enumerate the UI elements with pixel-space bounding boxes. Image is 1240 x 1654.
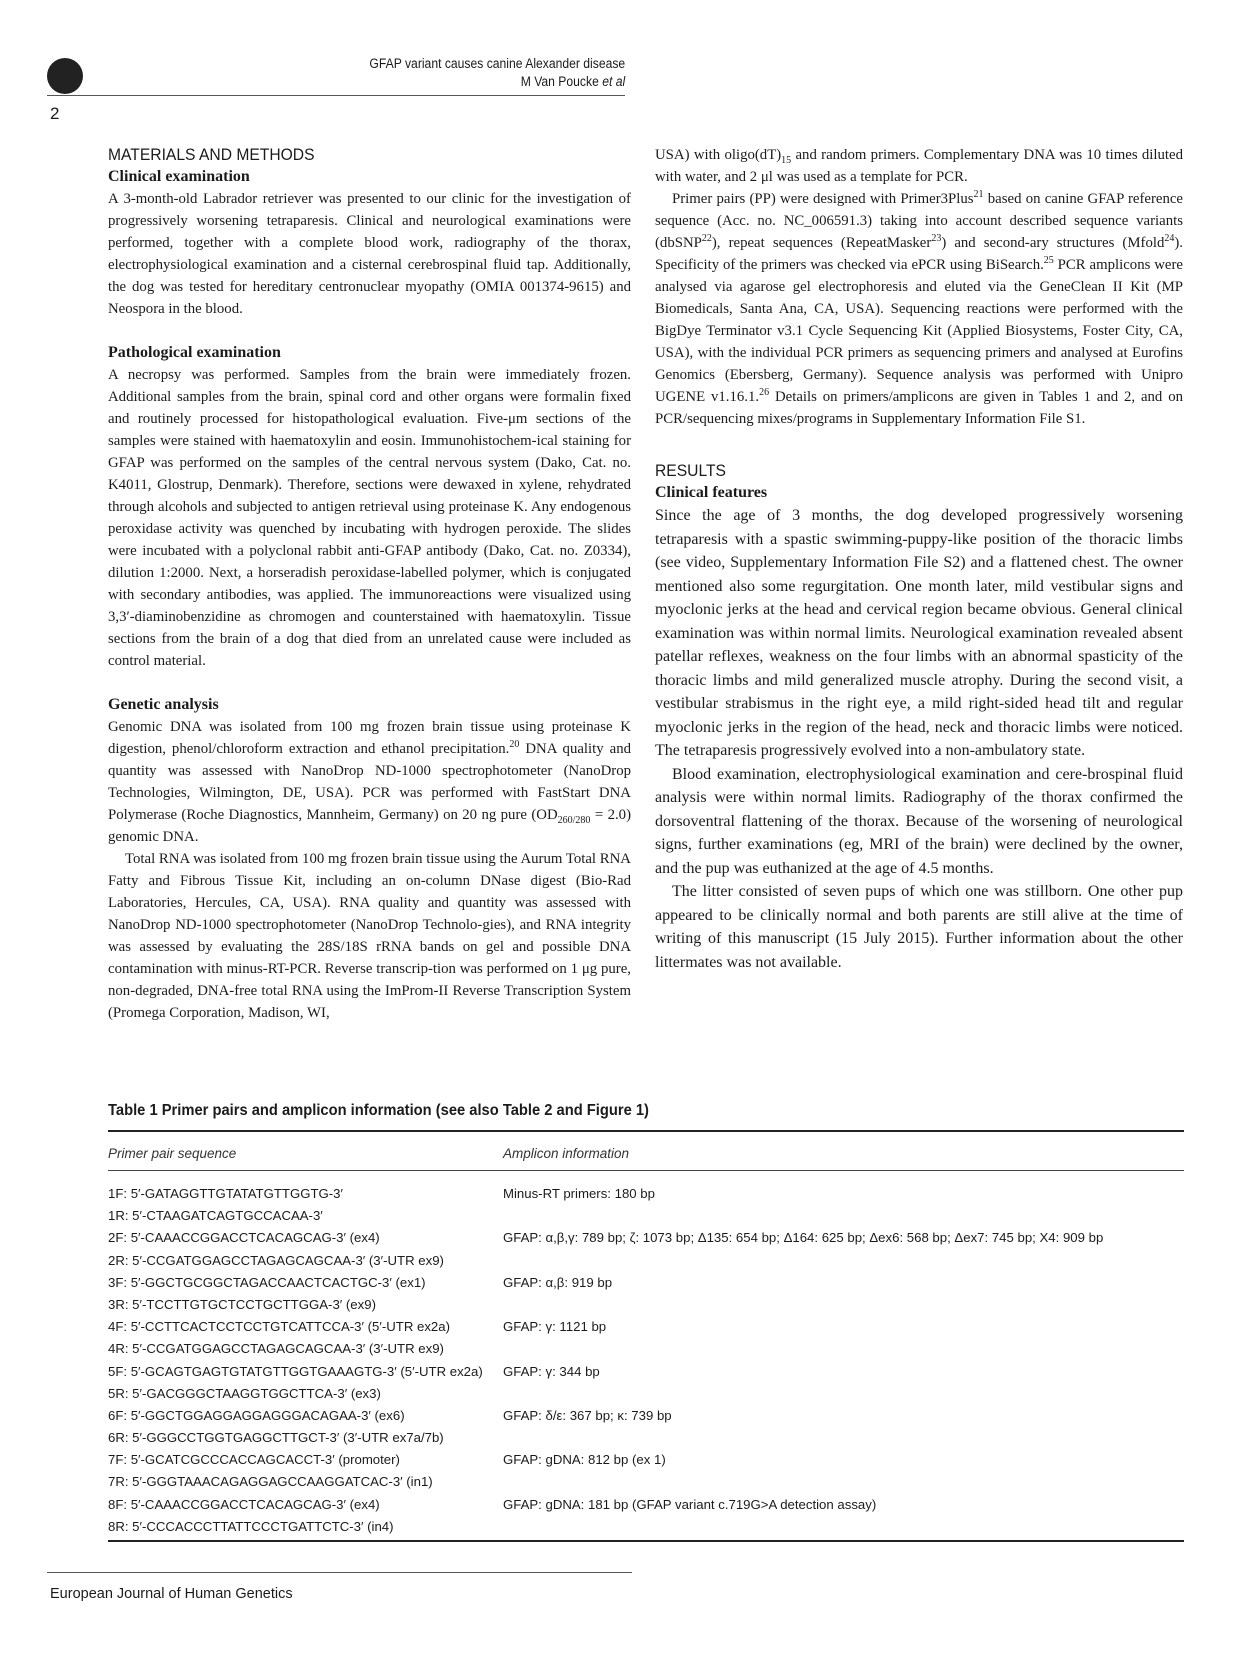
section-title-materials-methods: MATERIALS AND METHODS — [108, 145, 315, 164]
table-row — [108, 1205, 1184, 1227]
table-row — [108, 1183, 1184, 1205]
paragraph-cdna-continued: USA) with $oligo(dT)_{15}$ and random primers. Complementary DNA was 10 times diluted with water, and 2 μl was used as a template for PCR. — [655, 147, 1183, 185]
amplicon-info-cell — [503, 1294, 1184, 1316]
table-header-rule — [108, 1170, 1184, 1171]
running-header — [369, 55, 625, 91]
section-title-results: RESULTS — [655, 461, 726, 480]
primer-sequence-cell: 6F: 5′-GGCTGGAGGAGGAGGGACAGAA-3′ (ex6) — [108, 1407, 405, 1423]
table-header-primer: Primer pair sequence — [108, 1146, 237, 1161]
table-header-amplicon: Amplicon information — [503, 1146, 630, 1161]
primer-sequence-cell: 4F: 5′-CCTTCACTCCTCCTGTCATTCCA-3′ (5′-UTR ex2a) — [108, 1319, 450, 1335]
paragraph-clinical-features: Since the age of 3 months, the dog developed progressively worsening tetraparesis with a spastic swimming-puppy-like position of the thoracic limbs (see video, Supplementary Information File S2) and a flattened chest. The owner mentioned also some regurgitation. One month later, mild vestibular signs and myoclonic jerks at the head and cervical region became obvious. General clinical examination was within normal limits. Neurological examination revealed absent patellar reflexes, weakness on the four limbs with an abnormal spasticity of the thoracic limbs and mild generalized muscle atrophy. During the second visit, a vestibular strabismus in the right eye, a mild right-sided head tilt and regular myoclonic jerks in the region of the head, neck and thoracic limbs were noticed. The tetraparesis progressively evolved into a non-ambulatory state. — [655, 507, 1183, 759]
primer-sequence-cell: 6R: 5′-GGGCCTGGTGAGGCTTGCT-3′ (3′-UTR ex7a/7b) — [108, 1430, 444, 1446]
primer-sequence-cell: 2R: 5′-CCGATGGAGCCTAGAGCAGCAA-3′ (3′-UTR ex9) — [108, 1252, 444, 1268]
primer-sequence-cell: 3F: 5′-GGCTGCGGCTAGACCAACTCACTGC-3′ (ex1) — [108, 1274, 426, 1290]
amplicon-info-cell: GFAP: α,β: 919 bp — [503, 1274, 613, 1290]
primer-sequence-cell: 8R: 5′-CCCACCCTTATTCCCTGATTCTC-3′ (in4) — [108, 1518, 394, 1534]
paragraph-pathological-examination: A necropsy was performed. Samples from the brain were immediately frozen. Additional samples from the brain, spinal cord and other organs were formalin fixed and routinely processed for histopathological evaluation. Five-μm sections of the samples were stained with haematoxylin and eosin. Immunohistochem-ical staining for GFAP was performed on the samples of the central nervous system (Dako, Cat. no. K4011, Glostrup, Denmark). Therefore, sections were dewaxed in xylene, rehydrated through alcohols and subjected to antigen retrieval using proteinase K. Any endogenous peroxidase activity was quenched by incubating with hydrogen peroxide. The slides were incubated with a polyclonal rabbit anti-GFAP antibody (Dako, Cat. no. Z0334), dilution 1:2000. Next, a horseradish peroxidase-labelled polymer, which is conjugated with secondary antibodies, was applied. The immunoreactions were visualized using 3,3′-diaminobenzidine as chromogen and counterstained with haematoxylin. Tissue sections from the brain of a dog that died from an unrelated cause were included as control material. — [108, 367, 631, 669]
amplicon-info-cell — [503, 1427, 1184, 1449]
paragraph-blood-examination: Blood examination, electrophysiological examination and cere-brospinal fluid analysis were within normal limits. Radiography of the thorax confirmed the dorsoventral flattening of the thorax. Because of the worsening of neurological signs, further examinations (eg, MRI of the brain) were declined by the owner, and the pup was euthanized at the age of 4.5 months. — [655, 765, 1183, 877]
table-title: Table 1 Primer pairs and amplicon information (see also Table 2 and Figure 1) — [108, 1102, 649, 1119]
table-row — [108, 1227, 1184, 1249]
table-bottom-rule — [108, 1540, 1184, 1542]
amplicon-info-cell: Minus-RT primers: 180 bp — [503, 1186, 655, 1201]
amplicon-info-cell: GFAP: α,β,γ: 789 bp; ζ: 1073 bp; Δ135: 654 bp; Δ164: 625 bp; Δex6: 568 bp; Δex7: 745 bp; X4: 909 bp — [503, 1230, 1104, 1246]
amplicon-info-cell: GFAP: gDNA: 812 bp (ex 1) — [503, 1452, 666, 1468]
amplicon-info-cell — [503, 1471, 1184, 1493]
table-row — [108, 1516, 1184, 1538]
table-row — [108, 1361, 1184, 1383]
amplicon-info-cell — [503, 1383, 1184, 1405]
table-row — [108, 1294, 1184, 1316]
primer-sequence-cell: 1F: 5′-GATAGGTTGTATATGTTGGTG-3′ — [108, 1186, 343, 1201]
primer-sequence-cell: 5R: 5′-GACGGGCTAAGGTGGCTTCA-3′ (ex3) — [108, 1385, 381, 1401]
paragraph-clinical-examination: A 3-month-old Labrador retriever was presented to our clinic for the investigation of progressively worsening tetraparesis. Clinical and neurological examinations were performed, together with a complete blood work, radiography of the thorax, electrophysiological examination and a cisternal cerebrospinal fluid tap. Additionally, the dog was tested for hereditary centronuclear myopathy (OMIA 001374-9615) and Neospora in the blood. — [108, 191, 631, 317]
amplicon-info-cell: GFAP: gDNA: 181 bp (GFAP variant c.719G>A detection assay) — [503, 1496, 877, 1512]
subsection-title-genetic-analysis: Genetic analysis — [108, 696, 219, 713]
amplicon-info-cell: GFAP: γ: 344 bp — [503, 1363, 600, 1379]
primer-sequence-cell: 7R: 5′-GGGTAAACAGAGGAGCCAAGGATCAC-3′ (in1) — [108, 1474, 433, 1490]
paragraph-litter: The litter consisted of seven pups of which one was stillborn. One other pup appeared to be clinically normal and both parents are still alive at the time of writing of this manuscript (15 July 2015). Further information about the other littermates was not available. — [655, 883, 1183, 971]
table-row — [108, 1471, 1184, 1493]
running-authors: M Van Poucke et al — [520, 74, 625, 89]
amplicon-info-cell: GFAP: δ/ε: 367 bp; κ: 739 bp — [503, 1407, 672, 1423]
table-row — [108, 1250, 1184, 1272]
table-row — [108, 1338, 1184, 1360]
paragraph-primer-pairs: Primer pairs (PP) were designed with Primer3Plus$^{21}$ based on canine GFAP reference sequence (Acc. no. NC_006591.3) taking into account described sequence variants (dbSNP$^{22}$), repeat sequences (RepeatMasker$^{23}$) and second-ary structures (Mfold$^{24}$). Specificity of the primers was checked via ePCR using BiSearch.$^{25}$ PCR amplicons were analysed via agarose gel electrophoresis and eluted via the GeneClean II Kit (MP Biomedicals, Santa Ana, CA, USA). Sequencing reactions were performed with the BigDye Terminator v3.1 Cycle Sequencing Kit (Applied Biosystems, Foster City, CA, USA), with the individual PCR primers as sequencing primers and analysed at Eurofins Genomics (Ebersberg, Germany). Sequence analysis was performed with Unipro UGENE v1.16.1.26 Details on primers/amplicons are given in Tables 1 and 2, and on PCR/sequencing mixes/programs in Supplementary Information File S1. — [655, 189, 1183, 427]
publisher-logo — [47, 58, 83, 94]
subsection-title-clinical-features: Clinical features — [655, 484, 768, 501]
table-row — [108, 1316, 1184, 1338]
amplicon-info-cell — [503, 1205, 1184, 1227]
amplicon-info-cell — [503, 1250, 1184, 1272]
primer-sequence-cell: 3R: 5′-TCCTTGTGCTCCTGCTTGGA-3′ (ex9) — [108, 1296, 376, 1312]
subsection-title-pathological-examination: Pathological examination — [108, 344, 281, 361]
running-title: GFAP variant causes canine Alexander disease — [369, 56, 625, 71]
journal-name: European Journal of Human Genetics — [50, 1586, 293, 1602]
table-row — [108, 1494, 1184, 1516]
page-number: 2 — [50, 104, 60, 123]
primer-sequence-cell: 8F: 5′-CAAACCGGACCTCACAGCAG-3′ (ex4) — [108, 1496, 380, 1512]
table-row — [108, 1272, 1184, 1294]
amplicon-info-cell — [503, 1338, 1184, 1360]
primer-sequence-cell: 7F: 5′-GCATCGCCCACCAGCACCT-3′ (promoter) — [108, 1452, 400, 1468]
amplicon-info-cell: GFAP: γ: 1121 bp — [503, 1319, 607, 1335]
header-rule — [47, 95, 625, 96]
paragraph-genomic-dna: Genomic DNA was isolated from 100 mg frozen brain tissue using proteinase K digestion, phenol/chloroform extraction and ethanol precipitation.$^{20}$ DNA quality and quantity was assessed with NanoDrop ND-1000 spectrophotometer (NanoDrop Technologies, Wilmington, DE, USA). PCR was performed with FastStart DNA Polymerase (Roche Diagnostics, Mannheim, Germany) on 20 ng pure $(OD_{260/280} = 2.0)$ genomic DNA. — [108, 719, 631, 845]
table-row — [108, 1449, 1184, 1471]
primer-sequence-cell: 5F: 5′-GCAGTGAGTGTATGTTGGTGAAAGTG-3′ (5′-UTR ex2a) — [108, 1363, 483, 1379]
subsection-title-clinical-examination: Clinical examination — [108, 168, 250, 185]
left-column — [108, 144, 631, 1024]
primer-sequence-cell: 4R: 5′-CCGATGGAGCCTAGAGCAGCAA-3′ (3′-UTR ex9) — [108, 1341, 444, 1357]
right-column — [655, 144, 1183, 974]
amplicon-info-cell — [503, 1516, 1184, 1538]
table-top-rule — [108, 1130, 1184, 1132]
primer-sequence-cell: 2F: 5′-CAAACCGGACCTCACAGCAG-3′ (ex4) — [108, 1230, 380, 1246]
table-row — [108, 1405, 1184, 1427]
table-row — [108, 1427, 1184, 1449]
table-body — [108, 1183, 1184, 1538]
footer-rule — [47, 1572, 632, 1573]
primer-sequence-cell: 1R: 5′-CTAAGATCAGTGCCACAA-3′ — [108, 1208, 323, 1224]
table-row — [108, 1383, 1184, 1405]
paragraph-total-rna: Total RNA was isolated from 100 mg frozen brain tissue using the Aurum Total RNA Fatty and Fibrous Tissue Kit, including an on-column DNase digest (Bio-Rad Laboratories, Hercules, CA, USA). RNA quality and quantity was assessed with NanoDrop ND-1000 spectrophotometer (NanoDrop Technolo-gies), and RNA integrity was assessed by evaluating the 28S/18S rRNA bands on gel and possible DNA contamination with minus-RT-PCR. Reverse transcrip-tion was performed on 1 μg pure, non-degraded, DNA-free total RNA using the ImProm-II Reverse Transcription System (Promega Corporation, Madison, WI, — [108, 851, 631, 1021]
